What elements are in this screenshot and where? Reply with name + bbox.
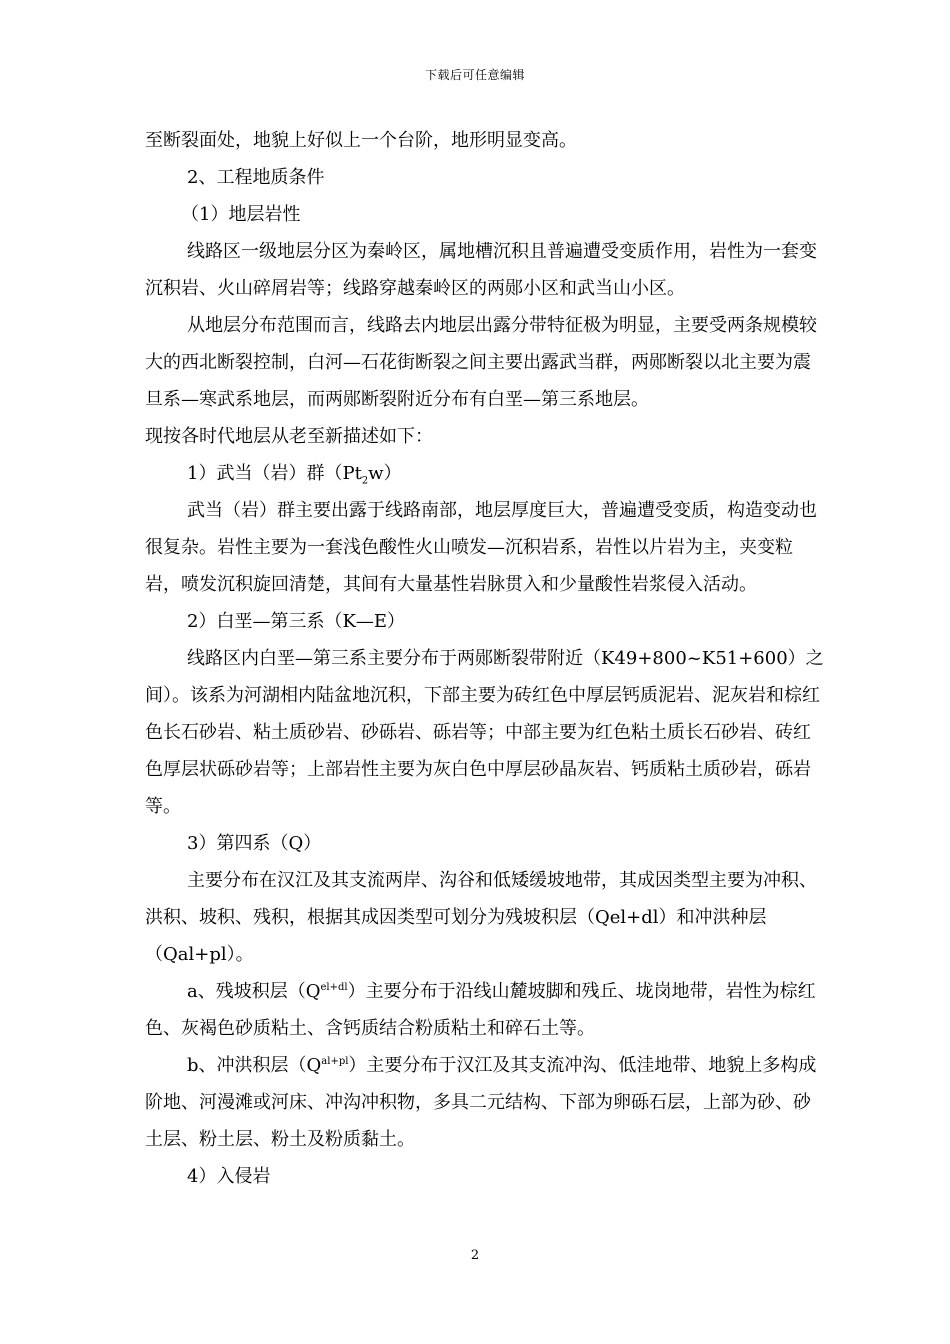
page-number: 2 [470, 1248, 480, 1263]
paragraph: 线路区一级地层分区为秦岭区，属地槽沉积且普遍遭受变质作用，岩性为一套变沉积岩、火山碎屑岩等；线路穿越秦岭区的两郧小区和武当山小区。 [145, 241, 817, 299]
page-header: 下载后可任意编辑 [424, 68, 525, 82]
paragraph: 现按各时代地层从老至新描述如下： [145, 426, 433, 447]
subscript: 2 [361, 475, 369, 487]
paragraph-text: a、残坡积层（Q [187, 981, 321, 1002]
paragraph [145, 1047, 825, 1158]
paragraph-continuation: 至断裂面处，地貌上好似上一个台阶，地形明显变高。 [145, 130, 577, 151]
paragraph: 从地层分布范围而言，线路去内地层出露分带特征极为明显，主要受两条规模较大的西北断裂控制，白河—石花街断裂之间主要出露武当群，两郧断裂以北主要为震旦系—寒武系地层，而两郧断裂附近分布有白垩—第三系地层。 [145, 315, 817, 410]
item-heading [145, 455, 825, 492]
subsection-heading: （1）地层岩性 [181, 204, 301, 225]
paragraph: 线路区内白垩—第三系主要分布于两郧断裂带附近（K49+800~K51+600）之间）。该系为河湖相内陆盆地沉积，下部主要为砖红色中厚层钙质泥岩、泥灰岩和棕红色长石砂岩、粘土质砂岩、砂砾岩、砾岩等；中部主要为红色粘土质长石砂岩、砖红色厚层状砾砂岩等；上部岩性主要为灰白色中厚层砂晶灰岩、钙质粘土质砂岩，砾岩等。 [145, 648, 824, 817]
paragraph [145, 973, 825, 1047]
paragraph: 武当（岩）群主要出露于线路南部，地层厚度巨大，普遍遭受变质，构造变动也很复杂。岩性主要为一套浅色酸性火山喷发—沉积岩系，岩性以片岩为主，夹变粒岩，喷发沉积旋回清楚，其间有大量基性岩脉贯入和少量酸性岩浆侵入活动。 [145, 500, 817, 595]
superscript: al+pl [321, 1056, 349, 1067]
section-heading: 2、工程地质条件 [187, 167, 325, 188]
item-heading: 2）白垩—第三系（K—E） [187, 611, 406, 632]
paragraph-text: b、冲洪积层（Q [187, 1055, 322, 1076]
superscript: el+dl [320, 982, 348, 993]
paragraph: 主要分布在汉江及其支流两岸、沟谷和低矮缓坡地带，其成因类型主要为冲积、洪积、坡积、残积，根据其成因类型可划分为残坡积层（Qel+dl）和冲洪种层（Qal+pl）。 [145, 870, 817, 965]
item-heading-text: w） [368, 463, 402, 484]
document-body [145, 122, 825, 1195]
item-heading: 4）入侵岩 [187, 1166, 271, 1187]
paragraph-text: ）主要分布于沿线山麓坡脚和残丘、垅岗地带，岩性为棕红色、灰褐色砂质粘土、含钙质结合粉质粘土和碎石土等。 [145, 981, 816, 1039]
item-heading: 3）第四系（Q） [187, 833, 322, 854]
item-heading-text: 1）武当（岩）群（Pt [187, 463, 362, 484]
paragraph-text: ）主要分布于汉江及其支流冲沟、低洼地带、地貌上多构成阶地、河漫滩或河床、冲沟冲积物，多具二元结构、下部为卵砾石层，上部为砂、砂土层、粉土层、粉土及粉质黏土。 [145, 1055, 817, 1150]
